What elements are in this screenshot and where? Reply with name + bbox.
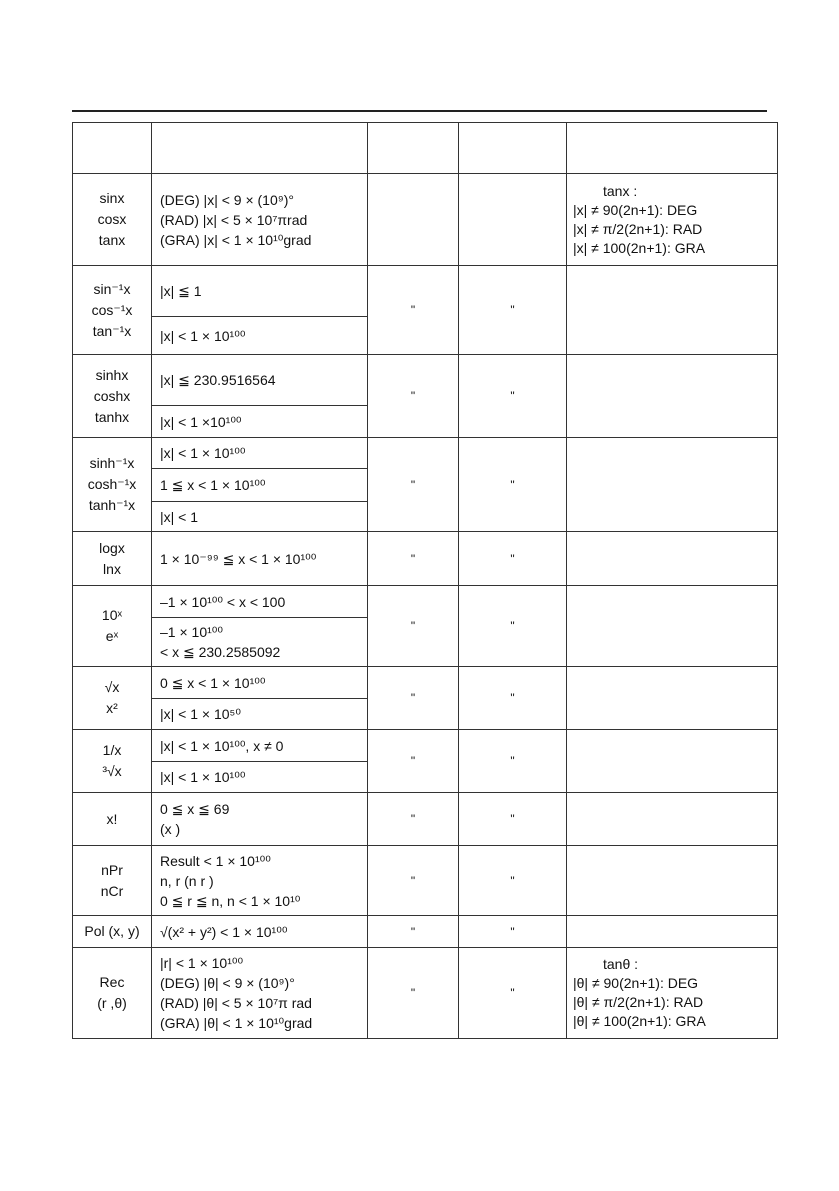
function-name: tan⁻¹x xyxy=(92,322,132,339)
input-range-cell xyxy=(152,266,368,317)
note-text: |x| ≠ π/2(2n+1): RAD xyxy=(573,220,703,237)
function-range-table xyxy=(72,122,778,1039)
function-cell xyxy=(73,916,152,948)
notes-cell xyxy=(567,793,778,846)
note-text: |x| ≠ 90(2n+1): DEG xyxy=(573,201,698,218)
function-name: x² xyxy=(106,700,118,716)
digits-cell: " xyxy=(368,266,459,355)
table-row xyxy=(73,174,778,266)
input-range-text: |x| < 1 xyxy=(160,508,199,525)
header-rule xyxy=(72,110,767,112)
function-cell xyxy=(73,532,152,586)
input-range-text: |x| < 1 × 10¹⁰⁰ xyxy=(160,769,246,785)
notes-cell xyxy=(567,846,778,916)
function-cell xyxy=(73,948,152,1039)
notes-cell xyxy=(567,948,778,1039)
digits-cell: " xyxy=(368,916,459,948)
table-row xyxy=(73,916,778,948)
table-row xyxy=(73,266,778,317)
input-range-text: (GRA) |θ| < 1 × 10¹⁰grad xyxy=(160,1015,313,1031)
digits-cell: " xyxy=(368,438,459,532)
function-cell xyxy=(73,667,152,730)
table-row xyxy=(73,948,778,1039)
digits-cell: " xyxy=(368,667,459,730)
function-cell xyxy=(73,266,152,355)
input-range-text: 0 ≦ r ≦ n, n < 1 × 10¹⁰ xyxy=(160,892,301,909)
note-text: |θ| ≠ π/2(2n+1): RAD xyxy=(573,994,704,1010)
input-range-text: (RAD) |θ| < 5 × 10⁷π rad xyxy=(160,995,312,1011)
accuracy-cell: " xyxy=(459,667,567,730)
input-range-cell xyxy=(152,317,368,355)
input-range-cell xyxy=(152,406,368,438)
function-name: nCr xyxy=(100,882,124,899)
input-range-text: 1 × 10⁻⁹⁹ ≦ x < 1 × 10¹⁰⁰ xyxy=(160,550,317,567)
header-notes-cell xyxy=(567,123,778,174)
digits-cell: " xyxy=(368,948,459,1039)
accuracy-cell: " xyxy=(459,586,567,667)
function-name: x! xyxy=(106,810,118,827)
function-cell xyxy=(73,846,152,916)
input-range-text: |x| < 1 × 10¹⁰⁰, x ≠ 0 xyxy=(160,737,284,754)
function-cell xyxy=(73,174,152,266)
function-cell xyxy=(73,586,152,667)
function-name: sinh⁻¹x xyxy=(89,455,135,471)
input-range-cell xyxy=(152,618,368,667)
function-name: coshx xyxy=(93,387,131,404)
input-range-text: < x ≦ 230.2585092 xyxy=(160,644,281,660)
input-range-cell xyxy=(152,793,368,846)
input-range-cell xyxy=(152,948,368,1039)
notes-cell xyxy=(567,438,778,532)
input-range-cell xyxy=(152,355,368,406)
input-range-cell xyxy=(152,667,368,699)
input-range-cell xyxy=(152,438,368,469)
function-name: cos⁻¹x xyxy=(91,301,133,318)
table-row xyxy=(73,355,778,406)
input-range-cell xyxy=(152,916,368,948)
function-name: tanx xyxy=(98,232,126,248)
input-range-text: (x ) xyxy=(160,821,181,837)
input-range-text: 0 ≦ x ≦ 69 xyxy=(160,801,230,817)
input-range-cell xyxy=(152,502,368,532)
input-range-text: √(x² + y²) < 1 × 10¹⁰⁰ xyxy=(160,923,288,940)
function-name: Rec xyxy=(99,974,125,990)
accuracy-cell: " xyxy=(459,846,567,916)
input-range-text: |x| < 1 ×10¹⁰⁰ xyxy=(160,413,242,430)
function-cell xyxy=(73,730,152,793)
accuracy-cell: " xyxy=(459,438,567,532)
note-text: |θ| ≠ 100(2n+1): GRA xyxy=(573,1013,706,1029)
digits-cell: " xyxy=(368,586,459,667)
input-range-text: –1 × 10¹⁰⁰ < x < 100 xyxy=(160,593,286,610)
input-range-text: |x| ≦ 230.9516564 xyxy=(160,372,276,388)
input-range-text: –1 × 10¹⁰⁰ xyxy=(160,624,223,640)
digits-cell: " xyxy=(368,793,459,846)
digits-cell: " xyxy=(368,355,459,438)
function-name: eˣ xyxy=(105,628,119,644)
function-name: sinhx xyxy=(95,366,129,383)
header-accuracy-cell xyxy=(459,123,567,174)
table-row xyxy=(73,667,778,699)
input-range-cell xyxy=(152,469,368,502)
digits-cell: " xyxy=(368,532,459,586)
input-range-text: Result < 1 × 10¹⁰⁰ xyxy=(160,852,271,869)
function-name: Pol (x, y) xyxy=(84,923,140,939)
table-row xyxy=(73,532,778,586)
function-name: √x xyxy=(104,679,120,695)
function-name: 10ˣ xyxy=(101,607,123,623)
table-row xyxy=(73,586,778,618)
accuracy-cell xyxy=(459,174,567,266)
accuracy-cell: " xyxy=(459,916,567,948)
function-cell xyxy=(73,438,152,532)
function-name: (r ,θ) xyxy=(97,995,127,1011)
notes-cell xyxy=(567,730,778,793)
function-name: cosh⁻¹x xyxy=(87,476,137,492)
input-range-cell xyxy=(152,532,368,586)
input-range-text: (DEG) |x| < 9 × (10⁹)° xyxy=(160,191,295,208)
accuracy-cell: " xyxy=(459,532,567,586)
function-name: logx xyxy=(99,539,125,556)
accuracy-cell: " xyxy=(459,793,567,846)
notes-cell xyxy=(567,174,778,266)
notes-cell xyxy=(567,586,778,667)
note-text: tanθ : xyxy=(603,956,639,972)
input-range-text: 0 ≦ x < 1 × 10¹⁰⁰ xyxy=(160,674,266,691)
table-row xyxy=(73,730,778,762)
header-range-cell xyxy=(152,123,368,174)
function-name: tanhx xyxy=(94,408,130,425)
input-range-cell xyxy=(152,846,368,916)
accuracy-cell: " xyxy=(459,730,567,793)
table-row xyxy=(73,846,778,916)
function-name: 1/x xyxy=(102,742,122,758)
note-text: |θ| ≠ 90(2n+1): DEG xyxy=(573,975,699,991)
input-range-cell xyxy=(152,730,368,762)
function-name: sin⁻¹x xyxy=(93,280,131,297)
accuracy-cell: " xyxy=(459,266,567,355)
input-range-text: |r| < 1 × 10¹⁰⁰ xyxy=(160,955,244,971)
input-range-text: (RAD) |x| < 5 × 10⁷πrad xyxy=(160,211,308,228)
function-name: cosx xyxy=(97,211,127,227)
input-range-cell xyxy=(152,586,368,618)
input-range-text: |x| < 1 × 10¹⁰⁰ xyxy=(160,327,246,344)
input-range-text: n, r (n r ) xyxy=(160,872,214,889)
function-name: sinx xyxy=(99,190,125,206)
notes-cell xyxy=(567,266,778,355)
function-name: ³√x xyxy=(102,763,122,779)
note-text: tanx : xyxy=(603,182,638,199)
table-row xyxy=(73,793,778,846)
accuracy-cell: " xyxy=(459,948,567,1039)
function-name: lnx xyxy=(103,560,121,577)
notes-cell xyxy=(567,667,778,730)
input-range-text: |x| ≦ 1 xyxy=(160,283,202,299)
input-range-text: |x| < 1 × 10⁵⁰ xyxy=(160,706,241,722)
input-range-cell xyxy=(152,762,368,793)
input-range-text: (GRA) |x| < 1 × 10¹⁰grad xyxy=(160,231,312,248)
table-row xyxy=(73,438,778,469)
input-range-text: |x| < 1 × 10¹⁰⁰ xyxy=(160,445,246,461)
function-name: tanh⁻¹x xyxy=(88,497,136,513)
input-range-text: (DEG) |θ| < 9 × (10⁹)° xyxy=(160,975,295,991)
function-cell xyxy=(73,793,152,846)
note-text: |x| ≠ 100(2n+1): GRA xyxy=(573,239,706,256)
notes-cell xyxy=(567,355,778,438)
accuracy-cell: " xyxy=(459,355,567,438)
input-range-text: 1 ≦ x < 1 × 10¹⁰⁰ xyxy=(160,477,266,493)
header-digits-cell xyxy=(368,123,459,174)
header-function-cell xyxy=(73,123,152,174)
input-range-cell xyxy=(152,699,368,730)
table-header-row xyxy=(73,123,778,174)
function-cell xyxy=(73,355,152,438)
function-name: nPr xyxy=(101,861,123,878)
digits-cell xyxy=(368,174,459,266)
notes-cell xyxy=(567,916,778,948)
input-range-cell xyxy=(152,174,368,266)
digits-cell: " xyxy=(368,846,459,916)
digits-cell: " xyxy=(368,730,459,793)
notes-cell xyxy=(567,532,778,586)
